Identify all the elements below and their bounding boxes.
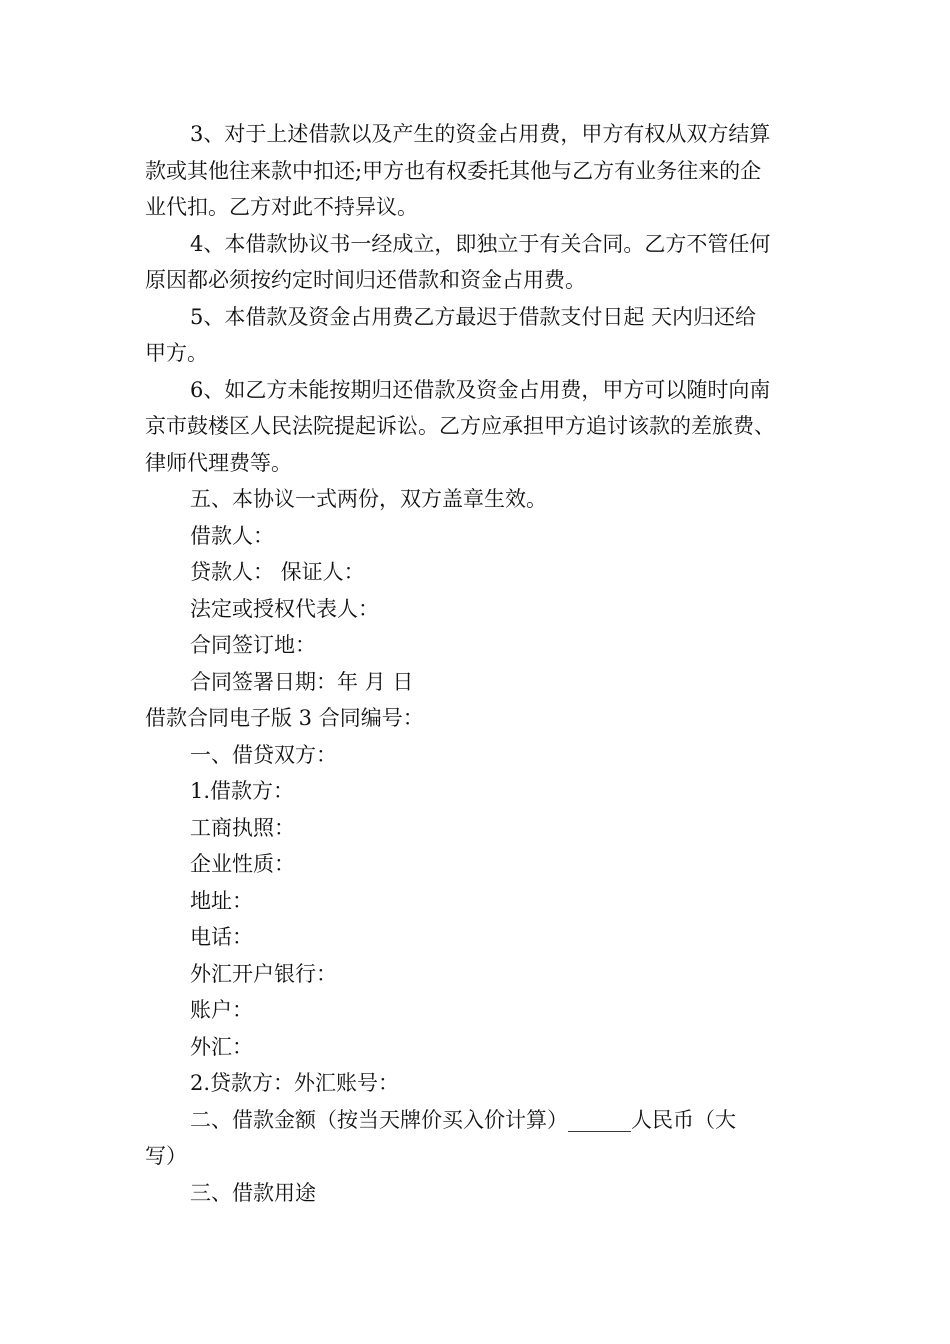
paragraph (145, 226, 807, 299)
paragraph (145, 372, 807, 482)
paragraph (145, 481, 807, 518)
text-line: 业代扣。乙方对此不持异议。 (145, 195, 418, 219)
text-line: 一、借贷双方： (190, 742, 337, 767)
paragraph (145, 591, 807, 628)
text-line: 合同签订地： (190, 633, 316, 657)
text-line: 原因都必须按约定时间归还借款和资金占用费。 (145, 268, 586, 292)
paragraph (145, 773, 807, 810)
text-line: 二、借款金额（按当天牌价买入价计算）______人民币（大 (190, 1107, 736, 1132)
text-line: 写） (145, 1144, 187, 1168)
paragraph (145, 1029, 807, 1066)
paragraph (145, 846, 807, 883)
paragraph (145, 116, 807, 226)
text-line: 甲方。 (145, 341, 208, 365)
text-line: 五、本协议一式两份，双方盖章生效。 (190, 487, 547, 511)
text-line: 外汇： (190, 1034, 253, 1059)
paragraph (145, 883, 807, 920)
text-line: 1.借款方： (190, 779, 295, 803)
text-line: 3、对于上述借款以及产生的资金占用费，甲方有权从双方结算 (190, 122, 771, 146)
document-body (145, 116, 807, 1211)
paragraph (145, 627, 807, 664)
paragraph (145, 664, 807, 701)
text-line: 法定或授权代表人： (190, 596, 379, 621)
paragraph (145, 554, 807, 591)
text-line: 合同签署日期：年 月 日 (190, 669, 414, 694)
text-line: 外汇开户银行： (190, 961, 337, 986)
paragraph (145, 299, 807, 372)
text-line: 6、如乙方未能按期归还借款及资金占用费，甲方可以随时向南 (190, 377, 771, 402)
text-line: 2.贷款方：外汇账号： (190, 1071, 400, 1095)
text-line: 地址： (190, 888, 253, 913)
text-line: 电话： (190, 925, 253, 949)
paragraph (145, 956, 807, 993)
text-line: 款或其他往来款中扣还;甲方也有权委托其他与乙方有业务往来的企 (145, 158, 762, 183)
text-line: 账户： (190, 998, 253, 1022)
paragraph (145, 700, 807, 737)
text-line: 企业性质： (190, 852, 295, 876)
paragraph (145, 919, 807, 956)
paragraph (145, 1102, 807, 1175)
paragraph (145, 810, 807, 847)
paragraph (145, 737, 807, 774)
text-line: 律师代理费等。 (145, 450, 292, 475)
text-line: 4、本借款协议书一经成立，即独立于有关合同。乙方不管任何 (190, 231, 771, 256)
text-line: 借款合同电子版 3 合同编号： (145, 706, 424, 730)
text-line: 贷款人： 保证人： (190, 560, 365, 584)
text-line: 5、本借款及资金占用费乙方最迟于借款支付日起 天内归还给 (190, 304, 757, 329)
text-line: 工商执照： (190, 815, 295, 840)
text-line: 京市鼓楼区人民法院提起诉讼。乙方应承担甲方追讨该款的差旅费、 (145, 414, 775, 438)
text-line: 借款人： (190, 523, 274, 548)
paragraph (145, 992, 807, 1029)
text-line: 三、借款用途 (190, 1180, 316, 1205)
paragraph (145, 1175, 807, 1212)
paragraph (145, 1065, 807, 1102)
paragraph (145, 518, 807, 555)
